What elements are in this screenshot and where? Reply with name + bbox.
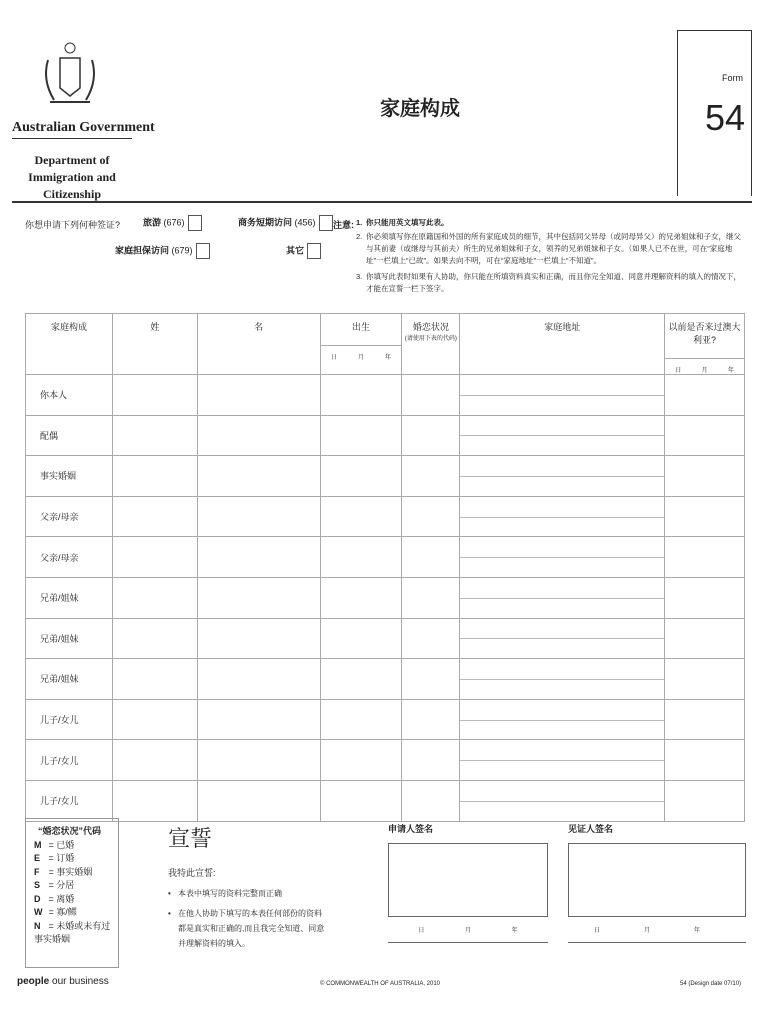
visa-option-business[interactable]: 商务短期访问 (456) — [238, 215, 333, 231]
legend-code: M = 已婚 — [34, 839, 75, 850]
slogan: people our business — [17, 976, 109, 987]
col-given-name: 名 — [197, 314, 320, 375]
table-row — [26, 537, 745, 578]
birth-date-cell[interactable] — [320, 780, 402, 821]
surname-cell[interactable] — [112, 780, 197, 821]
address-cell[interactable] — [460, 415, 665, 456]
address-cell[interactable] — [460, 456, 665, 497]
birth-date-cell[interactable] — [320, 375, 402, 416]
col-marital: 婚恋状况 (请使用下表的代码) — [402, 314, 460, 375]
given-name-cell[interactable] — [197, 659, 320, 700]
birth-date-cell[interactable] — [320, 415, 402, 456]
marital-status-cell[interactable] — [402, 496, 460, 537]
marital-status-cell[interactable] — [402, 456, 460, 497]
relation-label: 兄弟/姐妹 — [26, 659, 113, 700]
birth-date-cell[interactable] — [320, 577, 402, 618]
table-row — [26, 415, 745, 456]
marital-status-cell[interactable] — [402, 375, 460, 416]
prev-visit-date-cell[interactable] — [665, 456, 745, 497]
surname-cell[interactable] — [112, 415, 197, 456]
table-row — [26, 699, 745, 740]
surname-cell[interactable] — [112, 537, 197, 578]
prev-visit-date-cell[interactable] — [665, 618, 745, 659]
page-title: 家庭构成 — [380, 98, 460, 120]
given-name-cell[interactable] — [197, 415, 320, 456]
relation-label: 父亲/母亲 — [26, 537, 113, 578]
given-name-cell[interactable] — [197, 699, 320, 740]
prev-visit-date-cell[interactable] — [665, 577, 745, 618]
family-table — [25, 313, 745, 822]
relation-label: 父亲/母亲 — [26, 496, 113, 537]
legend-code: S = 分居 — [34, 880, 75, 890]
government-name: Australian Government — [12, 120, 155, 135]
marital-status-cell[interactable] — [402, 577, 460, 618]
col-relation: 家庭构成 — [26, 314, 113, 375]
relation-label: 儿子/女儿 — [26, 780, 113, 821]
marital-status-cell[interactable] — [402, 740, 460, 781]
given-name-cell[interactable] — [197, 577, 320, 618]
prev-visit-date-cell[interactable] — [665, 659, 745, 700]
applicant-signature-field[interactable] — [388, 843, 548, 917]
checkbox[interactable] — [307, 243, 321, 259]
relation-label: 儿子/女儿 — [26, 699, 113, 740]
birth-date-cell[interactable] — [320, 537, 402, 578]
table-row — [26, 740, 745, 781]
surname-cell[interactable] — [112, 699, 197, 740]
marital-status-cell[interactable] — [402, 699, 460, 740]
given-name-cell[interactable] — [197, 537, 320, 578]
checkbox[interactable] — [196, 243, 210, 259]
address-cell[interactable] — [460, 659, 665, 700]
given-name-cell[interactable] — [197, 740, 320, 781]
header-divider — [12, 201, 752, 203]
prev-visit-date-cell[interactable] — [665, 496, 745, 537]
table-row — [26, 496, 745, 537]
marital-status-cell[interactable] — [402, 659, 460, 700]
surname-cell[interactable] — [112, 375, 197, 416]
address-cell[interactable] — [460, 496, 665, 537]
col-address: 家庭地址 — [460, 314, 665, 375]
marital-code-legend — [25, 818, 119, 968]
relation-label: 事实婚姻 — [26, 456, 113, 497]
birth-date-cell[interactable] — [320, 740, 402, 781]
legend-code: D = 离婚 — [34, 893, 75, 904]
visa-option-other[interactable]: 其它 — [286, 243, 321, 259]
marital-status-cell[interactable] — [402, 415, 460, 456]
relation-label: 配偶 — [26, 415, 113, 456]
table-row — [26, 375, 745, 416]
legend-code: F = 事实婚姻 — [34, 866, 93, 877]
declaration-intro: 我特此宣誓: — [168, 868, 216, 878]
given-name-cell[interactable] — [197, 780, 320, 821]
address-cell[interactable] — [460, 537, 665, 578]
prev-visit-date-cell[interactable] — [665, 537, 745, 578]
address-cell[interactable] — [460, 780, 665, 821]
applicant-signature-label: 申请人签名 — [388, 824, 434, 834]
design-date: 54 (Design date 07/10) — [680, 981, 742, 987]
department-name: Department of Immigration and Citizenship — [28, 153, 116, 201]
given-name-cell[interactable] — [197, 375, 320, 416]
form-label: Form — [722, 73, 743, 83]
witness-signature-field[interactable] — [568, 843, 746, 917]
legend-code: N = 未婚或未有过事实婚姻 — [34, 920, 111, 944]
birth-date-cell[interactable] — [320, 659, 402, 700]
surname-cell[interactable] — [112, 456, 197, 497]
prev-visit-date-cell[interactable] — [665, 740, 745, 781]
address-cell[interactable] — [460, 618, 665, 659]
table-row — [26, 456, 745, 497]
prev-visit-date-cell[interactable] — [665, 699, 745, 740]
table-row — [26, 659, 745, 700]
legend-code: E = 订婚 — [34, 853, 75, 863]
marital-status-cell[interactable] — [402, 780, 460, 821]
given-name-cell[interactable] — [197, 496, 320, 537]
table-row — [26, 780, 745, 821]
applicant-date[interactable]: 日 月 年 — [418, 928, 518, 934]
relation-label: 儿子/女儿 — [26, 740, 113, 781]
address-cell[interactable] — [460, 577, 665, 618]
col-birth: 出生 日 月 年 — [320, 314, 402, 375]
witness-signature-label: 见证人签名 — [568, 824, 614, 834]
given-name-cell[interactable] — [197, 456, 320, 497]
address-cell[interactable] — [460, 740, 665, 781]
birth-date-cell[interactable] — [320, 618, 402, 659]
form-number-box — [677, 30, 752, 196]
legend-title: “婚恋状况”代码 — [38, 826, 102, 836]
birth-date-cell[interactable] — [320, 699, 402, 740]
notes-label: 注意: — [333, 220, 354, 230]
relation-label: 兄弟/姐妹 — [26, 577, 113, 618]
visa-question: 你想申请下列何种签证? — [25, 220, 121, 230]
declaration-title: 宣誓 — [168, 826, 213, 851]
form-number: 54 — [704, 97, 745, 138]
table-row — [26, 577, 745, 618]
declaration-items: • 本表中填写的资料完整而正确 • 在他人协助下填写的本表任何部份的资料都是真实和正确的,而且我完全知道、同意并理解资料的填入。 — [168, 889, 325, 948]
surname-cell[interactable] — [112, 659, 197, 700]
table-row — [26, 618, 745, 659]
col-surname: 姓 — [112, 314, 197, 375]
surname-cell[interactable] — [112, 577, 197, 618]
birth-date-cell[interactable] — [320, 456, 402, 497]
address-cell[interactable] — [460, 699, 665, 740]
surname-cell[interactable] — [112, 740, 197, 781]
address-cell[interactable] — [460, 375, 665, 416]
marital-status-cell[interactable] — [402, 618, 460, 659]
notes-list: 1. 你只能用英文填写此表。 2. 你必须填写你在原籍国和外国的所有家庭成员的细节，其中包括同父异母（或同母异父）的兄弟姐妹和子女，继父与其前妻（或继母与其前夫）所生的兄弟姐妹和子女，领养的兄弟姐妹和子女。（如果人已不在世，可在“家庭地址”一栏填上“已故”。如果去向不明，可在“家庭地址”一栏填上“不知道”。 3. 你填写此表时如果有人协助，你只能在所填资料真实和正确，而且你完全知道、同意并理解资料的填入的情况下，才能在宣誓一栏下签字。 — [356, 218, 741, 293]
marital-status-cell[interactable] — [402, 537, 460, 578]
birth-date-cell[interactable] — [320, 496, 402, 537]
prev-visit-date-cell[interactable] — [665, 375, 745, 416]
prev-visit-date-cell[interactable] — [665, 415, 745, 456]
witness-date[interactable]: 日 月 年 — [593, 928, 700, 934]
col-prev-visit: 以前是否来过澳大利亚? 日 月 年 — [665, 314, 745, 375]
surname-cell[interactable] — [112, 496, 197, 537]
relation-label: 你本人 — [26, 375, 113, 416]
checkbox[interactable] — [319, 215, 333, 231]
relation-label: 兄弟/姐妹 — [26, 618, 113, 659]
prev-visit-date-cell[interactable] — [665, 780, 745, 821]
surname-cell[interactable] — [112, 618, 197, 659]
visa-option-family[interactable]: 家庭担保访问 (679) — [115, 243, 210, 259]
visa-option-tourist[interactable]: 旅游 (676) — [143, 215, 202, 231]
legend-code: W = 寡/鳏 — [34, 907, 77, 917]
coat-of-arms-icon — [40, 40, 100, 112]
given-name-cell[interactable] — [197, 618, 320, 659]
checkbox[interactable] — [188, 215, 202, 231]
copyright: © COMMONWEALTH OF AUSTRALIA, 2010 — [320, 981, 440, 987]
